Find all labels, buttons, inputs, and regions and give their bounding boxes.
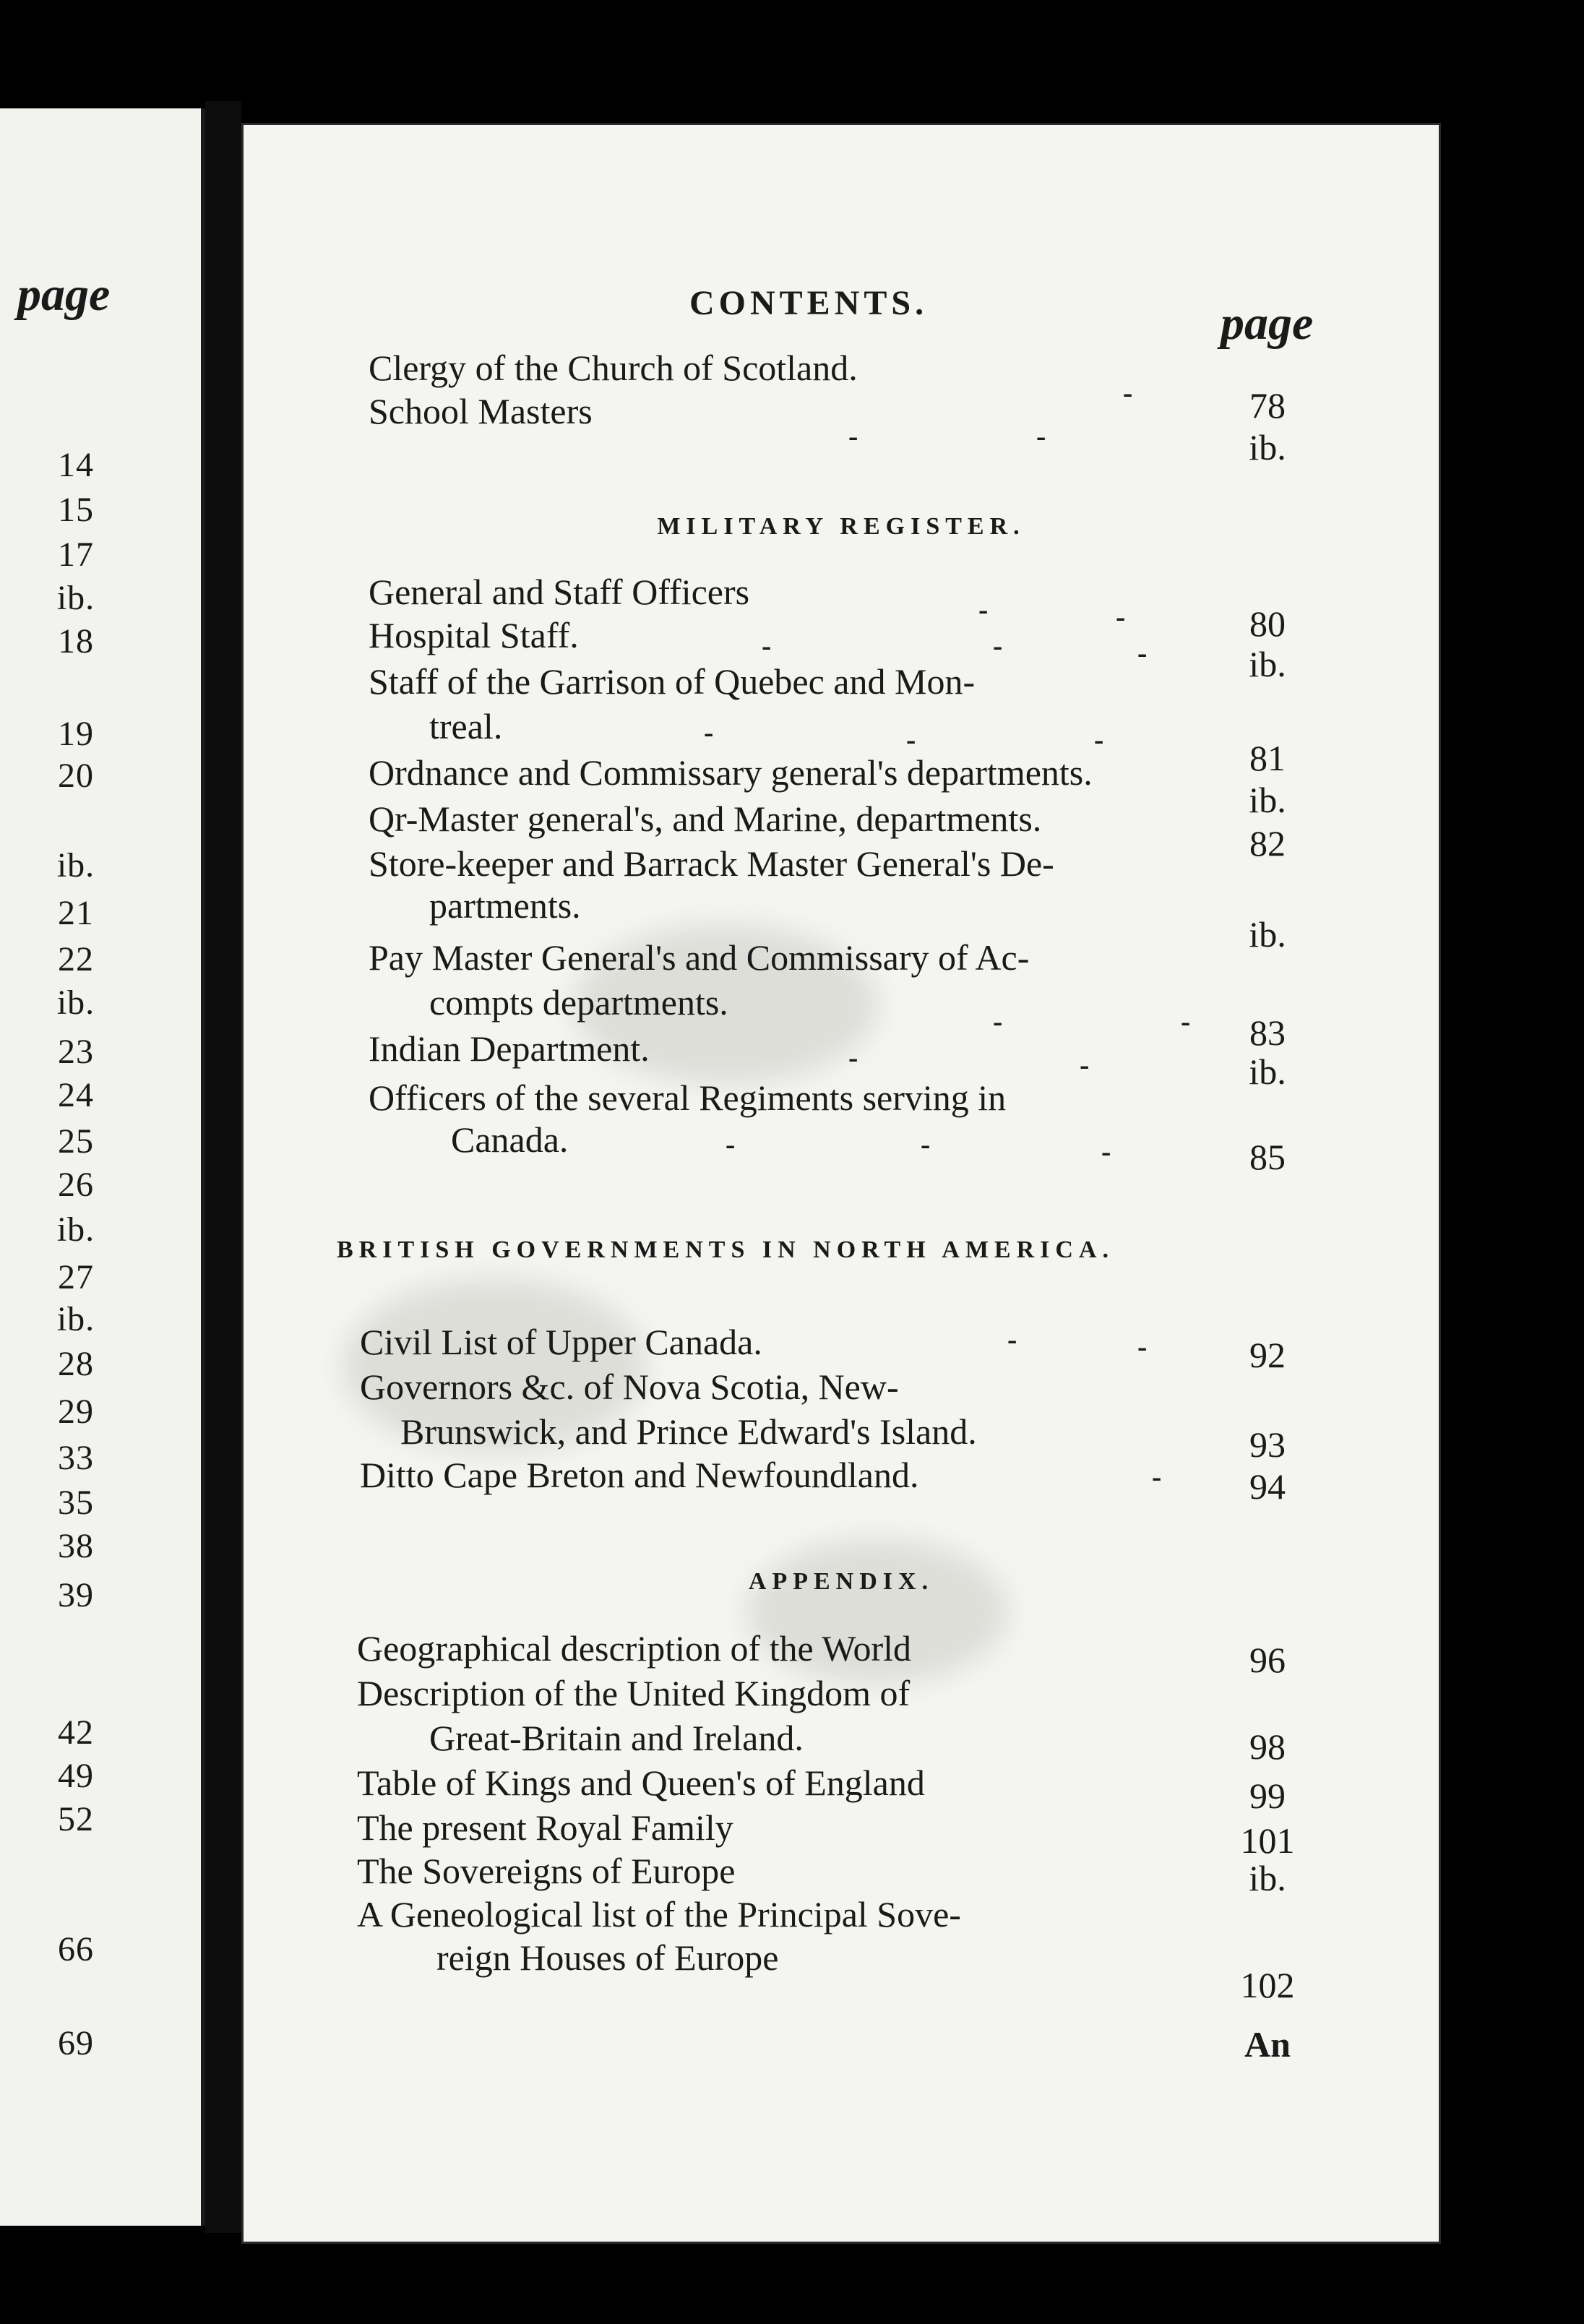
- entry-line: Brunswick, and Prince Edward's Island.: [400, 1411, 977, 1452]
- contents-title: CONTENTS.: [689, 284, 929, 322]
- left-page-number: ib.: [56, 579, 95, 617]
- entry-line: Ditto Cape Breton and Newfoundland.: [360, 1455, 919, 1495]
- left-page-number: ib.: [56, 1210, 95, 1249]
- leader-dash: -: [1137, 1330, 1148, 1363]
- left-page-number: 52: [58, 1800, 94, 1838]
- leader-dash: -: [921, 1128, 931, 1161]
- entry-line: General and Staff Officers: [369, 572, 750, 612]
- entry-line: The present Royal Family: [357, 1807, 733, 1848]
- leader-dash: -: [1116, 601, 1126, 633]
- left-page-number: 27: [58, 1258, 94, 1296]
- entry-line: Indian Department.: [369, 1028, 650, 1069]
- left-page-number: 19: [58, 715, 94, 753]
- left-page-number: 20: [58, 757, 94, 795]
- left-page-number: 24: [58, 1076, 94, 1114]
- leader-dash: -: [1007, 1323, 1017, 1356]
- entry-page: ib.: [1249, 1051, 1286, 1092]
- entry-page: 96: [1249, 1640, 1286, 1680]
- entry-page: 80: [1249, 603, 1286, 644]
- page-column-label: page: [1221, 297, 1314, 350]
- left-page-number: 22: [58, 940, 94, 978]
- entry-page: 78: [1249, 385, 1286, 426]
- entry-page: 102: [1240, 1965, 1295, 2005]
- left-page-number: ib.: [56, 984, 95, 1022]
- entry-line: partments.: [429, 885, 581, 926]
- entry-page: ib.: [1249, 914, 1286, 955]
- left-page-number: 33: [58, 1439, 94, 1477]
- left-page-number: 42: [58, 1713, 94, 1752]
- entry-page: 94: [1249, 1466, 1286, 1507]
- leader-dash: -: [1137, 637, 1148, 669]
- entry-page: 93: [1249, 1424, 1286, 1465]
- left-page-number: 26: [58, 1166, 94, 1204]
- right-page: [241, 123, 1441, 2244]
- section-title-british: BRITISH GOVERNMENTS IN NORTH AMERICA.: [337, 1236, 1114, 1263]
- left-page-number: 18: [58, 622, 94, 660]
- entry-page: ib.: [1249, 780, 1286, 820]
- entry-line: Qr-Master general's, and Marine, departments.: [369, 799, 1042, 839]
- entry-page: 85: [1249, 1137, 1286, 1177]
- leader-dash: -: [1181, 1005, 1191, 1038]
- section-title-military: MILITARY REGISTER.: [657, 513, 1025, 540]
- leader-dash: -: [906, 723, 916, 756]
- entry-page: 98: [1249, 1726, 1286, 1767]
- entry-line: Pay Master General's and Commissary of Ac-: [369, 937, 1030, 978]
- entry-line: treal.: [429, 706, 503, 746]
- leader-dash: -: [848, 1041, 858, 1074]
- left-page-number: 25: [58, 1122, 94, 1161]
- entry-page: 101: [1240, 1820, 1295, 1861]
- entry-line: Clergy of the Church of Scotland.: [369, 348, 858, 388]
- entry-line: Store-keeper and Barrack Master General's De-: [369, 843, 1054, 884]
- entry-line: Description of the United Kingdom of: [357, 1673, 911, 1713]
- leader-dash: -: [978, 593, 989, 626]
- entry-page: 92: [1249, 1335, 1286, 1375]
- entry-line: Civil List of Upper Canada.: [360, 1322, 762, 1362]
- left-page-number: 29: [58, 1393, 94, 1431]
- entry-line: Ordnance and Commissary general's departments.: [369, 752, 1093, 793]
- entry-line: Officers of the several Regiments serving in: [369, 1077, 1007, 1118]
- entry-line: Governors &c. of Nova Scotia, New-: [360, 1367, 899, 1407]
- leader-dash: -: [1123, 376, 1133, 409]
- entry-line: Great-Britain and Ireland.: [429, 1718, 804, 1758]
- left-page-number: ib.: [56, 846, 95, 885]
- left-page-number: 66: [58, 1930, 94, 1968]
- left-page-number: 35: [58, 1484, 94, 1522]
- entry-page: ib.: [1249, 427, 1286, 468]
- entry-line: reign Houses of Europe: [436, 1937, 779, 1978]
- entry-line: Canada.: [451, 1119, 569, 1160]
- entry-page: 81: [1249, 738, 1286, 778]
- entry-line: Staff of the Garrison of Quebec and Mon-: [369, 661, 976, 702]
- leader-dash: -: [762, 629, 772, 662]
- left-page-number: 15: [58, 491, 94, 529]
- entry-line: School Masters: [369, 391, 593, 431]
- left-page-number: 49: [58, 1757, 94, 1795]
- section-title-appendix: APPENDIX.: [748, 1568, 934, 1595]
- left-page-number: 69: [58, 2024, 94, 2062]
- catchword: An: [1244, 2024, 1291, 2065]
- entry-page: 82: [1249, 823, 1286, 864]
- leader-dash: -: [993, 1005, 1003, 1038]
- entry-page: ib.: [1249, 1858, 1286, 1898]
- entry-line: Hospital Staff.: [369, 615, 579, 655]
- entry-page: ib.: [1249, 644, 1286, 684]
- leader-dash: -: [1094, 723, 1104, 756]
- leader-dash: -: [1080, 1049, 1090, 1081]
- left-page-number: 14: [58, 446, 94, 484]
- leader-dash: -: [993, 629, 1003, 662]
- book-gutter: [205, 101, 241, 2233]
- left-page-number: 38: [58, 1527, 94, 1565]
- entry-line: Geographical description of the World: [357, 1628, 912, 1669]
- left-page-number: 39: [58, 1576, 94, 1614]
- leader-dash: -: [704, 716, 714, 749]
- left-page-number: 28: [58, 1345, 94, 1383]
- leader-dash: -: [1152, 1460, 1162, 1493]
- left-page-number: 23: [58, 1033, 94, 1071]
- leader-dash: -: [848, 420, 858, 452]
- left-page-header: page: [17, 268, 111, 321]
- entry-line: Table of Kings and Queen's of England: [357, 1763, 925, 1803]
- left-page-number: 17: [58, 535, 94, 574]
- leader-dash: -: [1036, 420, 1046, 452]
- entry-line: compts departments.: [429, 982, 728, 1023]
- leader-dash: -: [726, 1128, 736, 1161]
- entry-line: A Geneological list of the Principal Sove-: [357, 1894, 961, 1934]
- leader-dash: -: [1101, 1135, 1111, 1168]
- left-page-number: ib.: [56, 1300, 95, 1338]
- entry-line: The Sovereigns of Europe: [357, 1851, 736, 1891]
- left-page-number: 21: [58, 894, 94, 932]
- entry-page: 99: [1249, 1776, 1286, 1816]
- entry-page: 83: [1249, 1012, 1286, 1053]
